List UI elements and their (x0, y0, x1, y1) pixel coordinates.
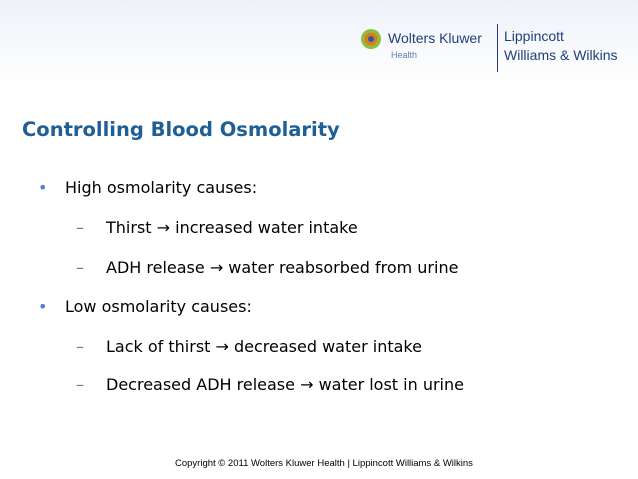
wolters-kluwer-logo-icon (360, 28, 382, 50)
sub-bullet-marker: – (76, 218, 84, 237)
brand-subtitle: Health (391, 50, 418, 60)
sub-bullet-marker: – (76, 375, 84, 394)
sub-bullet-text: Decreased ADH release → water lost in urine (106, 375, 464, 394)
sub-bullet-marker: – (76, 258, 84, 277)
logo-divider (497, 24, 498, 72)
publisher-line-1: Lippincott (504, 28, 564, 44)
publisher-line-2: Williams & Wilkins (504, 47, 618, 63)
sub-bullet-text: ADH release → water reabsorbed from urine (106, 258, 459, 277)
bullet-text: High osmolarity causes: (65, 178, 258, 197)
bullet-text: Low osmolarity causes: (65, 297, 252, 316)
sub-bullet-marker: – (76, 337, 84, 356)
sub-bullet-text: Thirst → increased water intake (106, 218, 358, 237)
bullet-marker: • (38, 178, 48, 197)
slide-title: Controlling Blood Osmolarity (22, 118, 340, 141)
brand-name: Wolters Kluwer (388, 30, 482, 46)
sub-bullet-text: Lack of thirst → decreased water intake (106, 337, 422, 356)
bullet-marker: • (38, 297, 48, 316)
copyright-text: Copyright © 2011 Wolters Kluwer Health | Lippincott Williams & Wilkins (175, 458, 473, 469)
publisher-logo (360, 24, 638, 74)
